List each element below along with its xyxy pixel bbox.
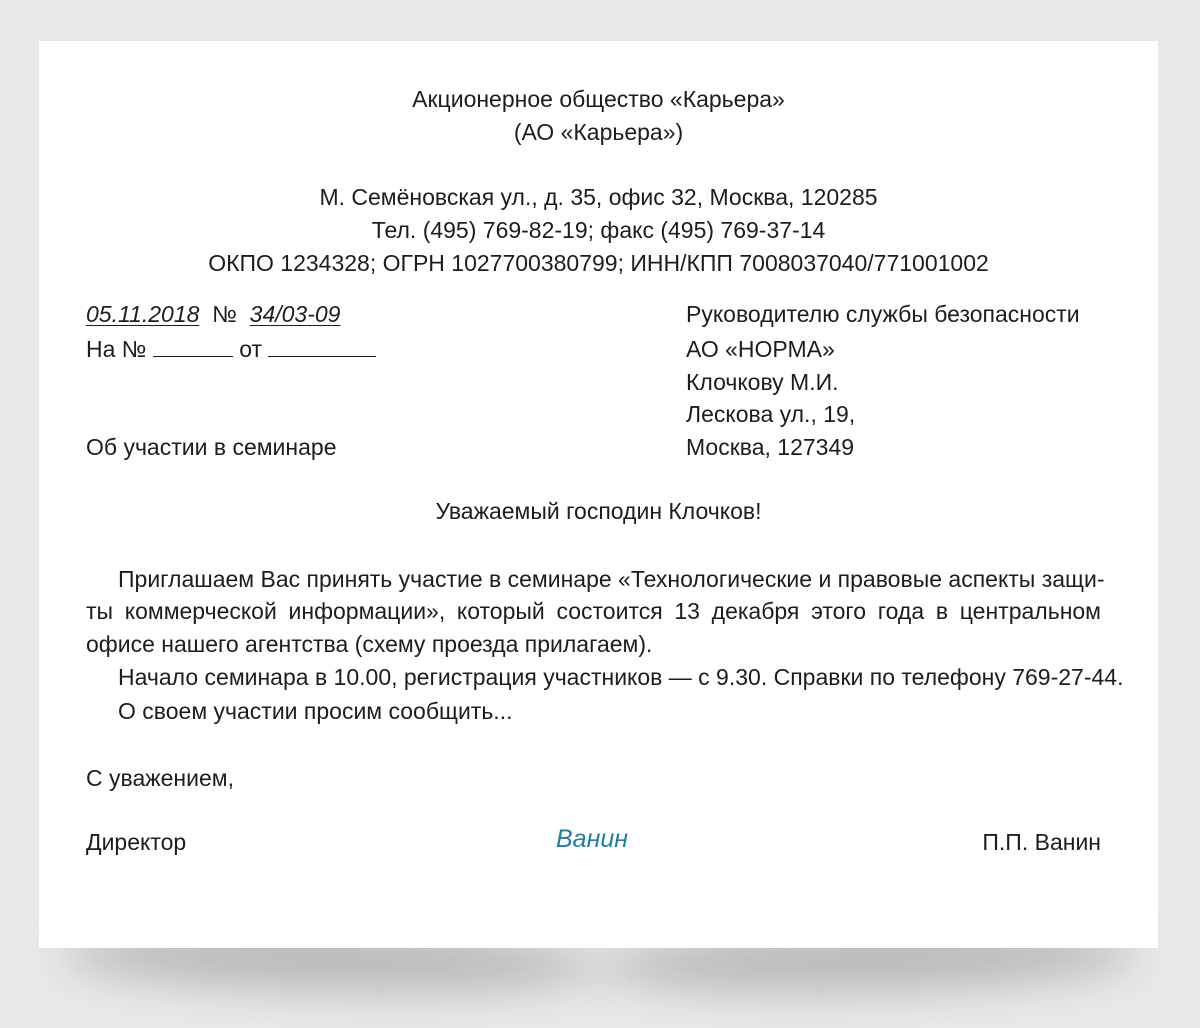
body-paragraph-line: О своем участии просим сообщить... [118, 698, 513, 724]
body-paragraph-line: ты коммерческой информации», который состоится 13 декабря этого года в центральном [86, 598, 1101, 624]
closing: С уважением, [86, 765, 234, 791]
body-paragraph-line: Начало семинара в 10.00, регистрация участников — с 9.30. Справки по телефону 769-27-44. [118, 664, 1124, 690]
number-sign: № [212, 301, 237, 327]
reply-reference-line [86, 335, 376, 363]
greeting: Уважаемый господин Клочков! [435, 498, 762, 524]
recipient-line: Клочкову М.И. [686, 369, 839, 395]
recipient-line: Руководителю службы безопасности [686, 301, 1080, 327]
company-codes: ОКПО 1234328; ОГРН 1027700380799; ИНН/КПП 7008037040/771001002 [208, 250, 989, 276]
company-phones: Тел. (495) 769-82-19; факс (495) 769-37-14 [371, 217, 826, 243]
company-name: Акционерное общество «Карьера» [412, 86, 785, 112]
recipient-line: АО «НОРМА» [686, 336, 835, 362]
company-short-name: (АО «Карьера») [513, 119, 684, 145]
registration-line [86, 300, 340, 328]
letter-sheet [39, 41, 1158, 948]
reply-date-blank [268, 336, 376, 357]
registration-number: 34/03-09 [249, 301, 341, 327]
registration-date: 05.11.2018 [86, 301, 200, 327]
reply-number-blank [153, 336, 233, 357]
signatory-position: Директор [86, 829, 187, 855]
handwritten-signature: Ванин [556, 825, 628, 853]
recipient-line: Москва, 127349 [686, 434, 855, 460]
body-paragraph-line: Приглашаем Вас принять участие в семинаре «Технологические и правовые аспекты защи- [118, 566, 1105, 592]
body-paragraph-line: офисе нашего агентства (схему проезда прилагаем). [86, 631, 653, 657]
reply-prefix: На № [86, 336, 147, 362]
company-address: М. Семёновская ул., д. 35, офис 32, Москва, 120285 [319, 184, 878, 210]
recipient-line: Лескова ул., 19, [686, 401, 856, 427]
reply-from-label: от [239, 336, 263, 362]
signatory-name: П.П. Ванин [982, 829, 1101, 855]
letter-subject: Об участии в семинаре [86, 434, 337, 460]
